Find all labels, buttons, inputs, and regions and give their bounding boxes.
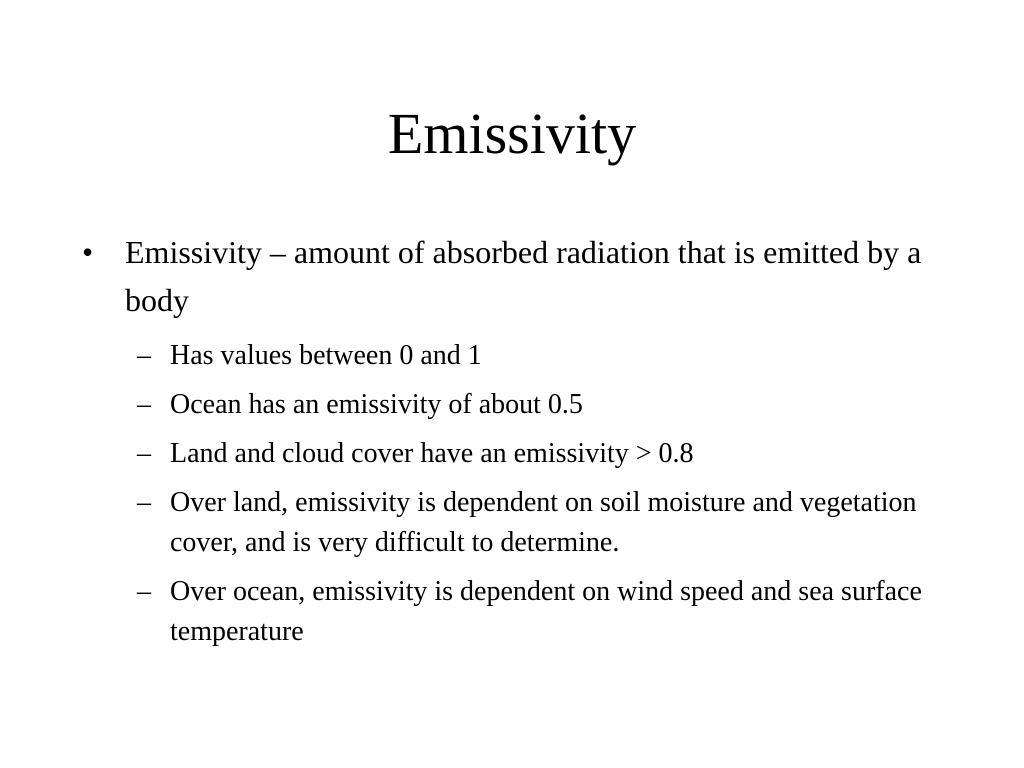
sub-bullet-text: Has values between 0 and 1 xyxy=(170,340,482,371)
sub-bullet-text: Over land, emissivity is dependent on soil moisture and vegetation cover, and is very difficult to determine. xyxy=(170,487,917,558)
sub-bullet-marker: – xyxy=(137,487,151,518)
sub-bullet-text: Ocean has an emissivity of about 0.5 xyxy=(170,389,583,420)
sub-bullet-item xyxy=(80,385,950,425)
sub-bullet-marker: – xyxy=(137,340,151,371)
sub-bullet-text: Land and cloud cover have an emissivity > 0.8 xyxy=(170,438,694,469)
sub-bullet-item xyxy=(80,572,950,652)
sub-bullet-marker: – xyxy=(137,438,151,469)
sub-bullet-list xyxy=(80,336,950,652)
sub-bullet-item xyxy=(80,434,950,474)
bullet-item xyxy=(80,228,950,324)
bullet-marker: • xyxy=(82,234,94,270)
sub-bullet-marker: – xyxy=(137,576,151,607)
slide-title: Emissivity xyxy=(387,101,637,166)
sub-bullet-item xyxy=(80,483,950,563)
bullet-text: Emissivity – amount of absorbed radiation that is emitted by a body xyxy=(125,234,922,318)
sub-bullet-text: Over ocean, emissivity is dependent on wind speed and sea surface temperature xyxy=(170,576,922,647)
slide-content xyxy=(80,228,950,661)
sub-bullet-item xyxy=(80,336,950,376)
sub-bullet-marker: – xyxy=(137,389,151,420)
